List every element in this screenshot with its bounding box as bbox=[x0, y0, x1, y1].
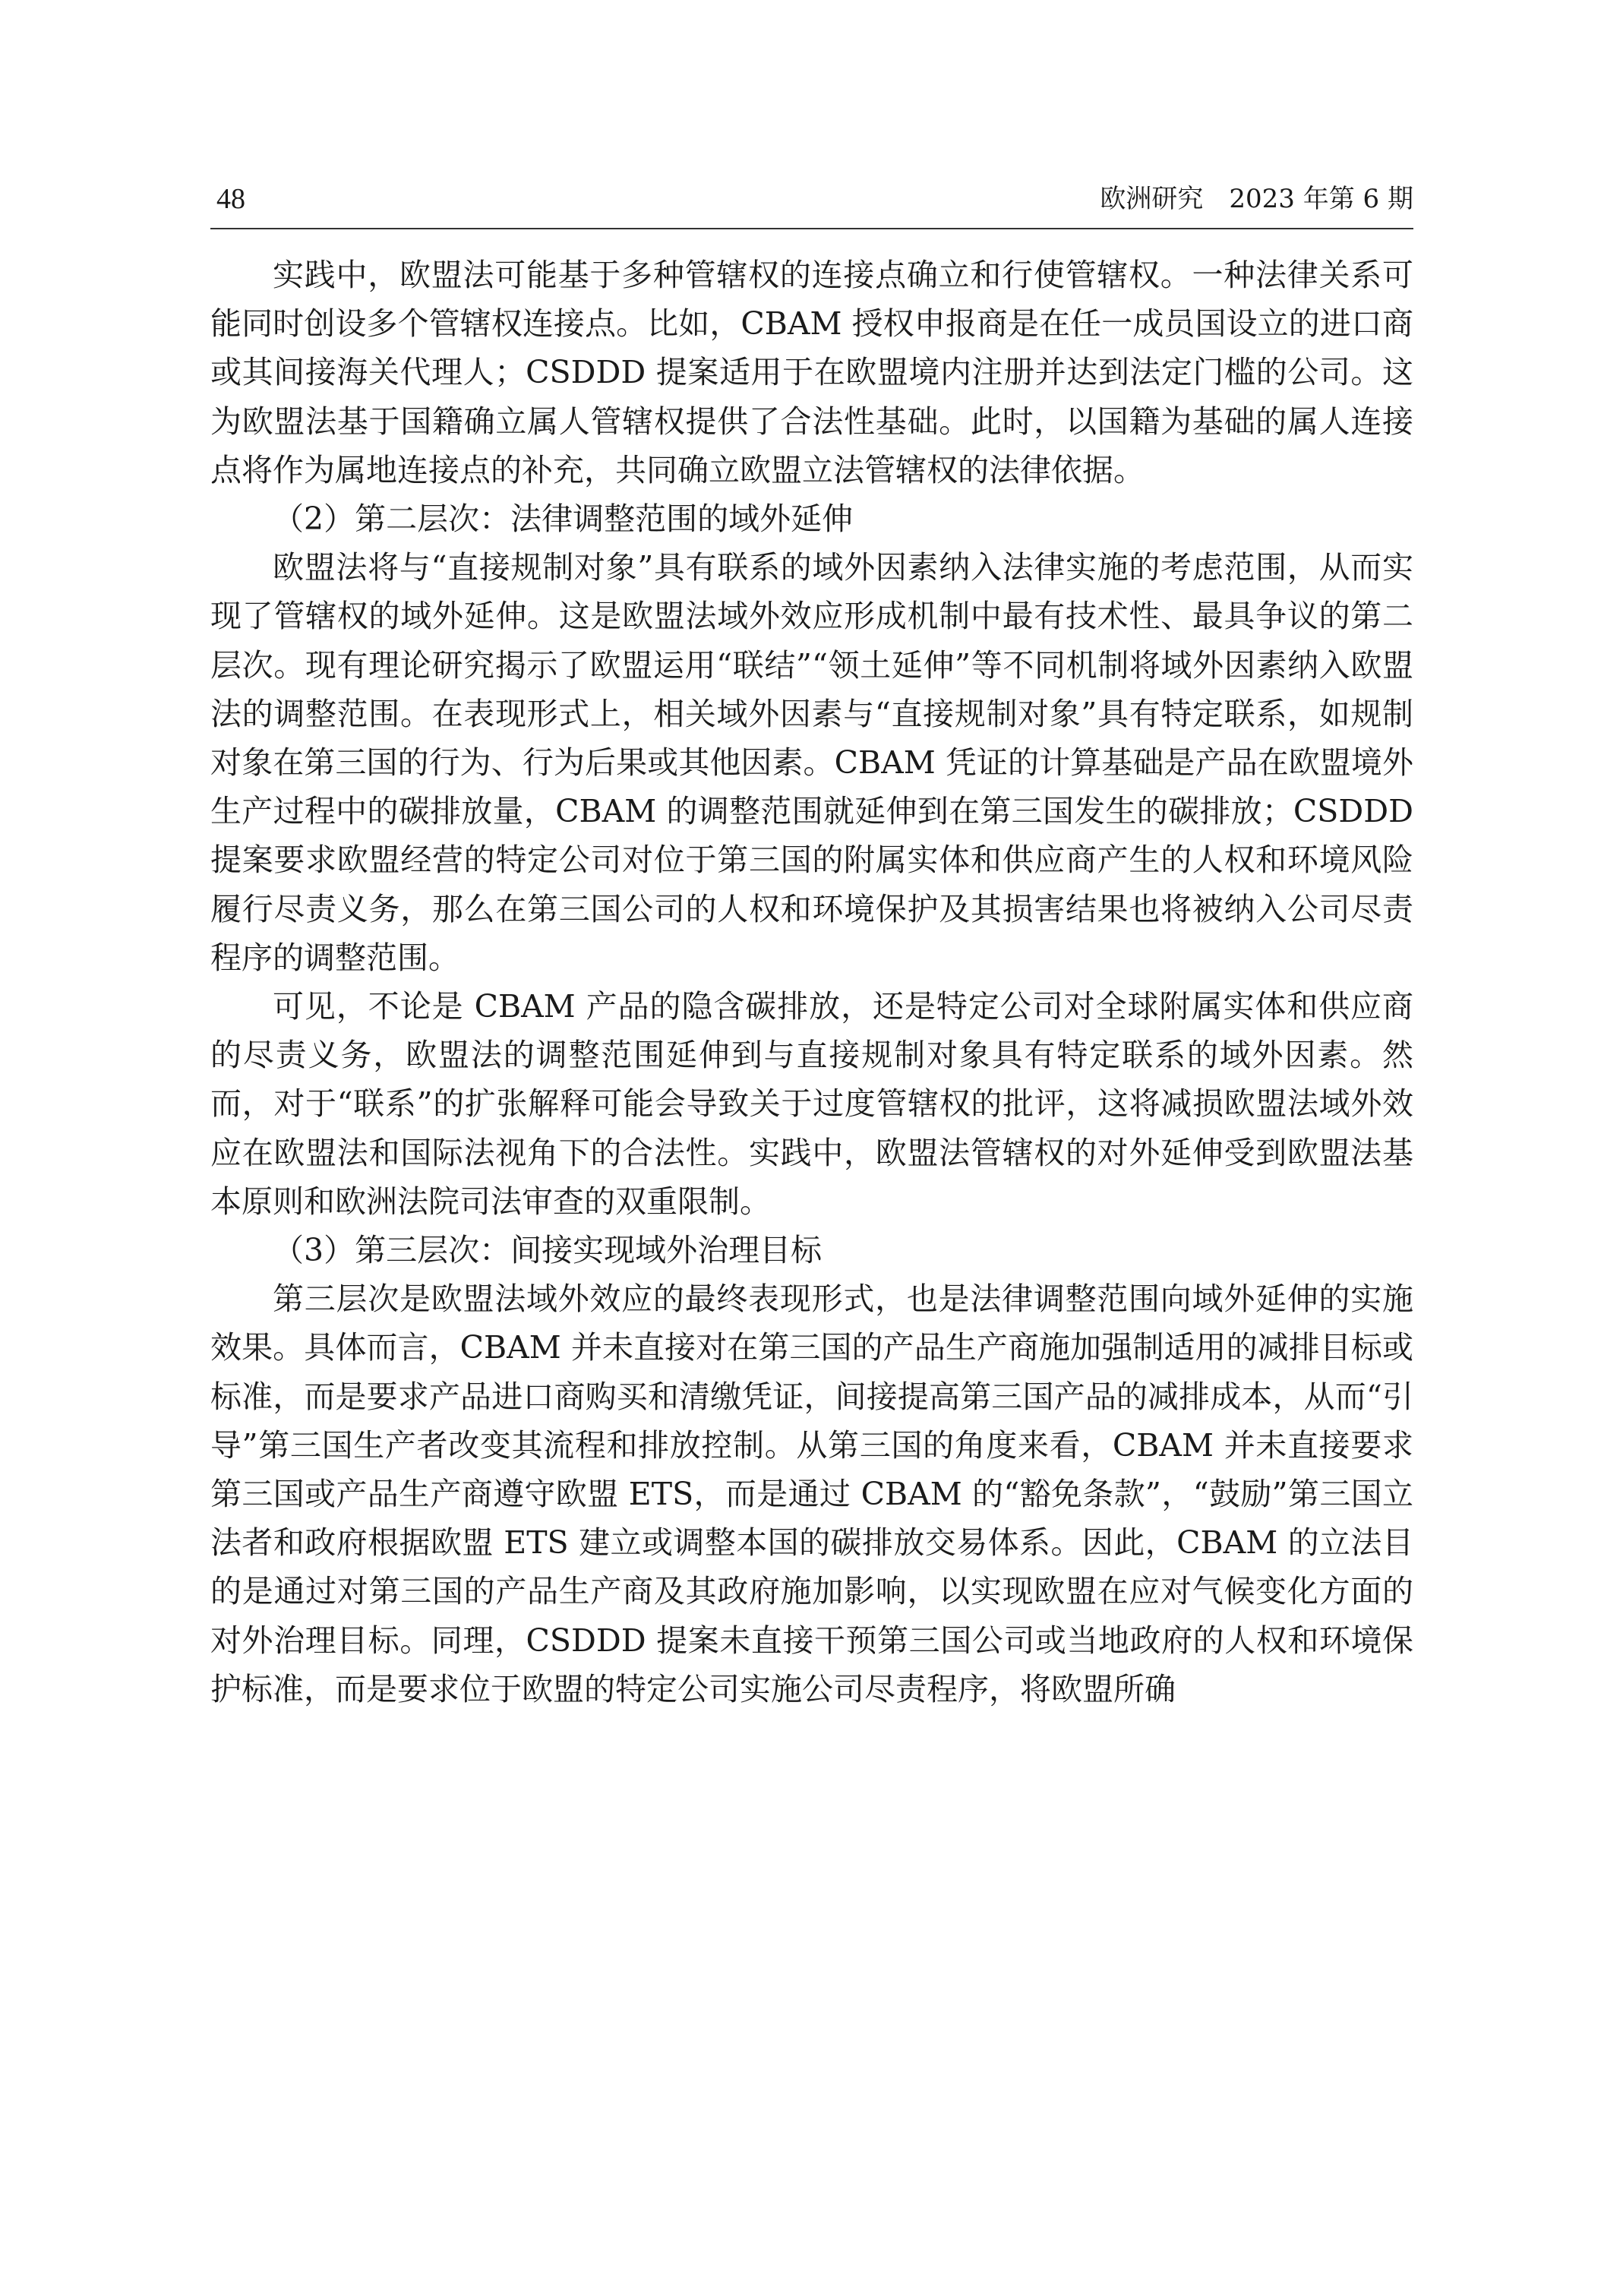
section-heading-second-level: （2）第二层次：法律调整范围的域外延伸 bbox=[273, 501, 854, 538]
page-number: 48 bbox=[216, 183, 245, 215]
paragraph-extraterritorial-extension: 欧盟法将与“直接规制对象”具有联系的域外因素纳入法律实施的考虑范围，从而实现了管辖权的域外延伸。这是欧盟法域外效应形成机制中最有技术性、最具争议的第二层次。现有理论研究揭示了欧盟运用“联结”“领土延伸”等不同机制将域外因素纳入欧盟法的调整范围。在表现形式上，相关域外因素与“直接规制对象”具有特定联系，如规制对象在第三国的行为、行为后果或其他因素。CBAM 凭证的计算基础是产品在欧盟境外生产过程中的碳排放量，CBAM 的调整范围就延伸到在第三国发生的碳排放；CSDDD 提案要求欧盟经营的特定公司对位于第三国的附属实体和供应商产生的人权和环境风险履行尽责义务，那么在第三国公司的人权和环境保护及其损害结果也将被纳入公司尽责程序的调整范围。 bbox=[210, 549, 1413, 976]
paragraph-scope-limits: 可见，不论是 CBAM 产品的隐含碳排放，还是特定公司对全球附属实体和供应商的尽责义务，欧盟法的调整范围延伸到与直接规制对象具有特定联系的域外因素。然而，对于“联系”的扩张解释可能会导致关于过度管辖权的批评，这将减损欧盟法域外效应在欧盟法和国际法视角下的合法性。实践中，欧盟法管辖权的对外延伸受到欧盟法基本原则和欧洲法院司法审查的双重限制。 bbox=[210, 988, 1413, 1220]
paragraph-jurisdiction-connections: 实践中，欧盟法可能基于多种管辖权的连接点确立和行使管辖权。一种法律关系可能同时创设多个管辖权连接点。比如，CBAM 授权申报商是在任一成员国设立的进口商或其间接海关代理人；CSDDD 提案适用于在欧盟境内注册并达到法定门槛的公司。这为欧盟法基于国籍确立属人管辖权提供了合法性基础。此时，以国籍为基础的属人连接点将作为属地连接点的补充，共同确立欧盟立法管辖权的法律依据。 bbox=[210, 257, 1413, 488]
section-heading-third-level: （3）第三层次：间接实现域外治理目标 bbox=[273, 1232, 823, 1269]
journal-issue: 欧洲研究 2023 年第 6 期 bbox=[1100, 184, 1413, 214]
running-header bbox=[210, 179, 1413, 229]
paragraph-indirect-governance: 第三层次是欧盟法域外效应的最终表现形式，也是法律调整范围向域外延伸的实施效果。具体而言，CBAM 并未直接对在第三国的产品生产商施加强制适用的减排目标或标准，而是要求产品进口商购买和清缴凭证，间接提高第三国产品的减排成本，从而“引导”第三国生产者改变其流程和排放控制。从第三国的角度来看，CBAM 并未直接要求第三国或产品生产商遵守欧盟 ETS，而是通过 CBAM 的“豁免条款”，“鼓励”第三国立法者和政府根据欧盟 ETS 建立或调整本国的碳排放交易体系。因此，CBAM 的立法目的是通过对第三国的产品生产商及其政府施加影响，以实现欧盟在应对气候变化方面的对外治理目标。同理，CSDDD 提案未直接干预第三国公司或当地政府的人权和环境保护标准，而是要求位于欧盟的特定公司实施公司尽责程序，将欧盟所确 bbox=[210, 1281, 1413, 1707]
article-body bbox=[210, 251, 1413, 1713]
